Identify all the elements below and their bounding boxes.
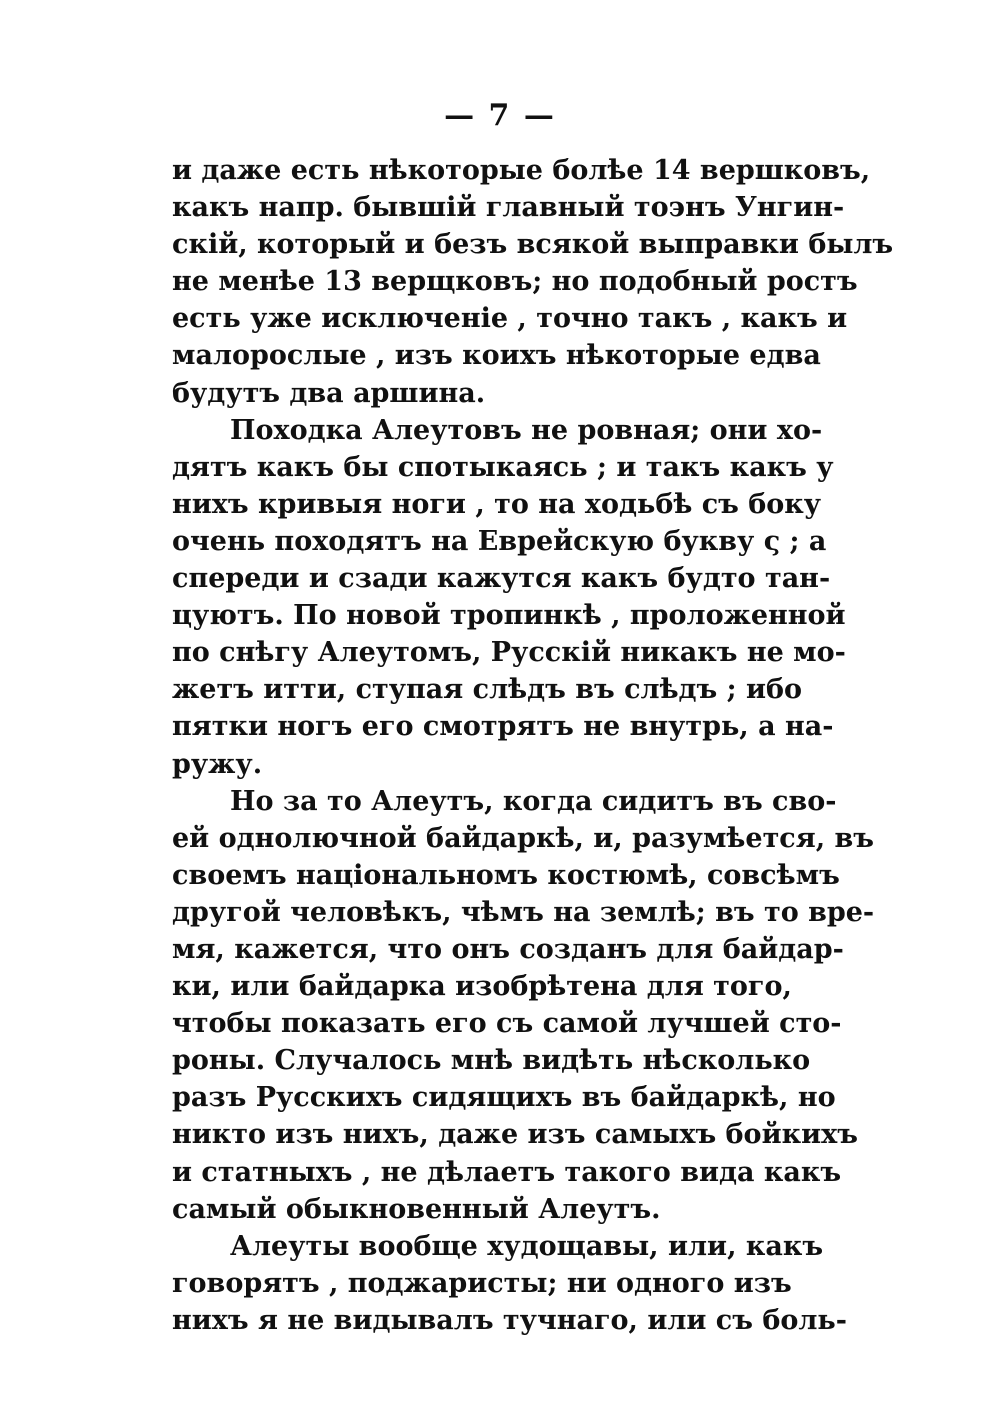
text-line: есть уже исключеніе , точно такъ , какъ и [172, 303, 848, 335]
text-line: спереди и сзади кажутся какъ будто тан- [172, 563, 831, 595]
text-line: скій, который и безъ всякой выправки былъ [172, 229, 894, 261]
text-line: никто изъ нихъ, даже изъ самыхъ бойкихъ [172, 1119, 858, 1151]
text-line: роны. Случалось мнѣ видѣть нѣсколько [172, 1045, 811, 1077]
text-line: и даже есть нѣкоторые болѣе 14 вершковъ, [172, 155, 871, 186]
text-line: ки, или байдарка изобрѣтена для того, [172, 971, 792, 1003]
text-line: жетъ итти, ступая слѣдъ въ слѣдъ ; ибо [172, 674, 803, 706]
text-line: по снѣгу Алеутомъ, Русскій никакъ не мо- [172, 637, 846, 669]
paragraph-start-line: Алеуты вообще худощавы, или, какъ [230, 1230, 824, 1262]
text-line: пятки ногъ его смотрятъ не внутрь, а на- [172, 711, 834, 743]
text-line: разъ Русскихъ сидящихъ въ байдаркѣ, но [172, 1082, 836, 1114]
text-line: цуютъ. По новой тропинкѣ , проложенной [172, 600, 846, 632]
body-text [172, 152, 894, 1339]
page-number: — 7 — [444, 98, 556, 133]
paragraph-start-line: Но за то Алеутъ, когда сидитъ въ сво- [230, 785, 837, 817]
text-line: очень походятъ на Еврейскую букву ς ; а [172, 525, 827, 557]
text-line: нихъ кривыя ноги , то на ходьбѣ съ боку [172, 488, 822, 520]
text-line: малорослые , изъ коихъ нѣкоторые едва [172, 340, 821, 372]
text-line: нихъ я не видывалъ тучнаго, или съ боль- [172, 1304, 847, 1336]
text-line: самый обыкновенный Алеутъ. [172, 1193, 661, 1225]
text-line: будутъ два аршина. [172, 377, 486, 409]
text-line: чтобы показать его съ самой лучшей сто- [172, 1008, 842, 1040]
paragraph-start-line: Походка Алеутовъ не ровная; они хо- [230, 414, 823, 446]
text-line: и статныхъ , не дѣлаетъ такого вида какъ [172, 1156, 842, 1188]
text-line: какъ напр. бывшій главный тоэнъ Унгин- [172, 192, 845, 224]
text-line: другой человѣкъ, чѣмъ на землѣ; въ то вре- [172, 896, 875, 928]
text-line: дятъ какъ бы спотыкаясь ; и такъ какъ у [172, 451, 834, 483]
text-line: не менѣе 13 верщковъ; но подобный ростъ [172, 266, 858, 298]
text-line: своемъ національномъ костюмѣ, совсѣмъ [172, 859, 840, 891]
text-line: ей однолючной байдаркѣ, и, разумѣется, въ [172, 822, 874, 854]
text-line: говорятъ , поджаристы; ни одного изъ [172, 1267, 792, 1299]
text-line: ружу. [172, 748, 263, 780]
text-line: мя, кажется, что онъ созданъ для байдар- [172, 933, 844, 965]
